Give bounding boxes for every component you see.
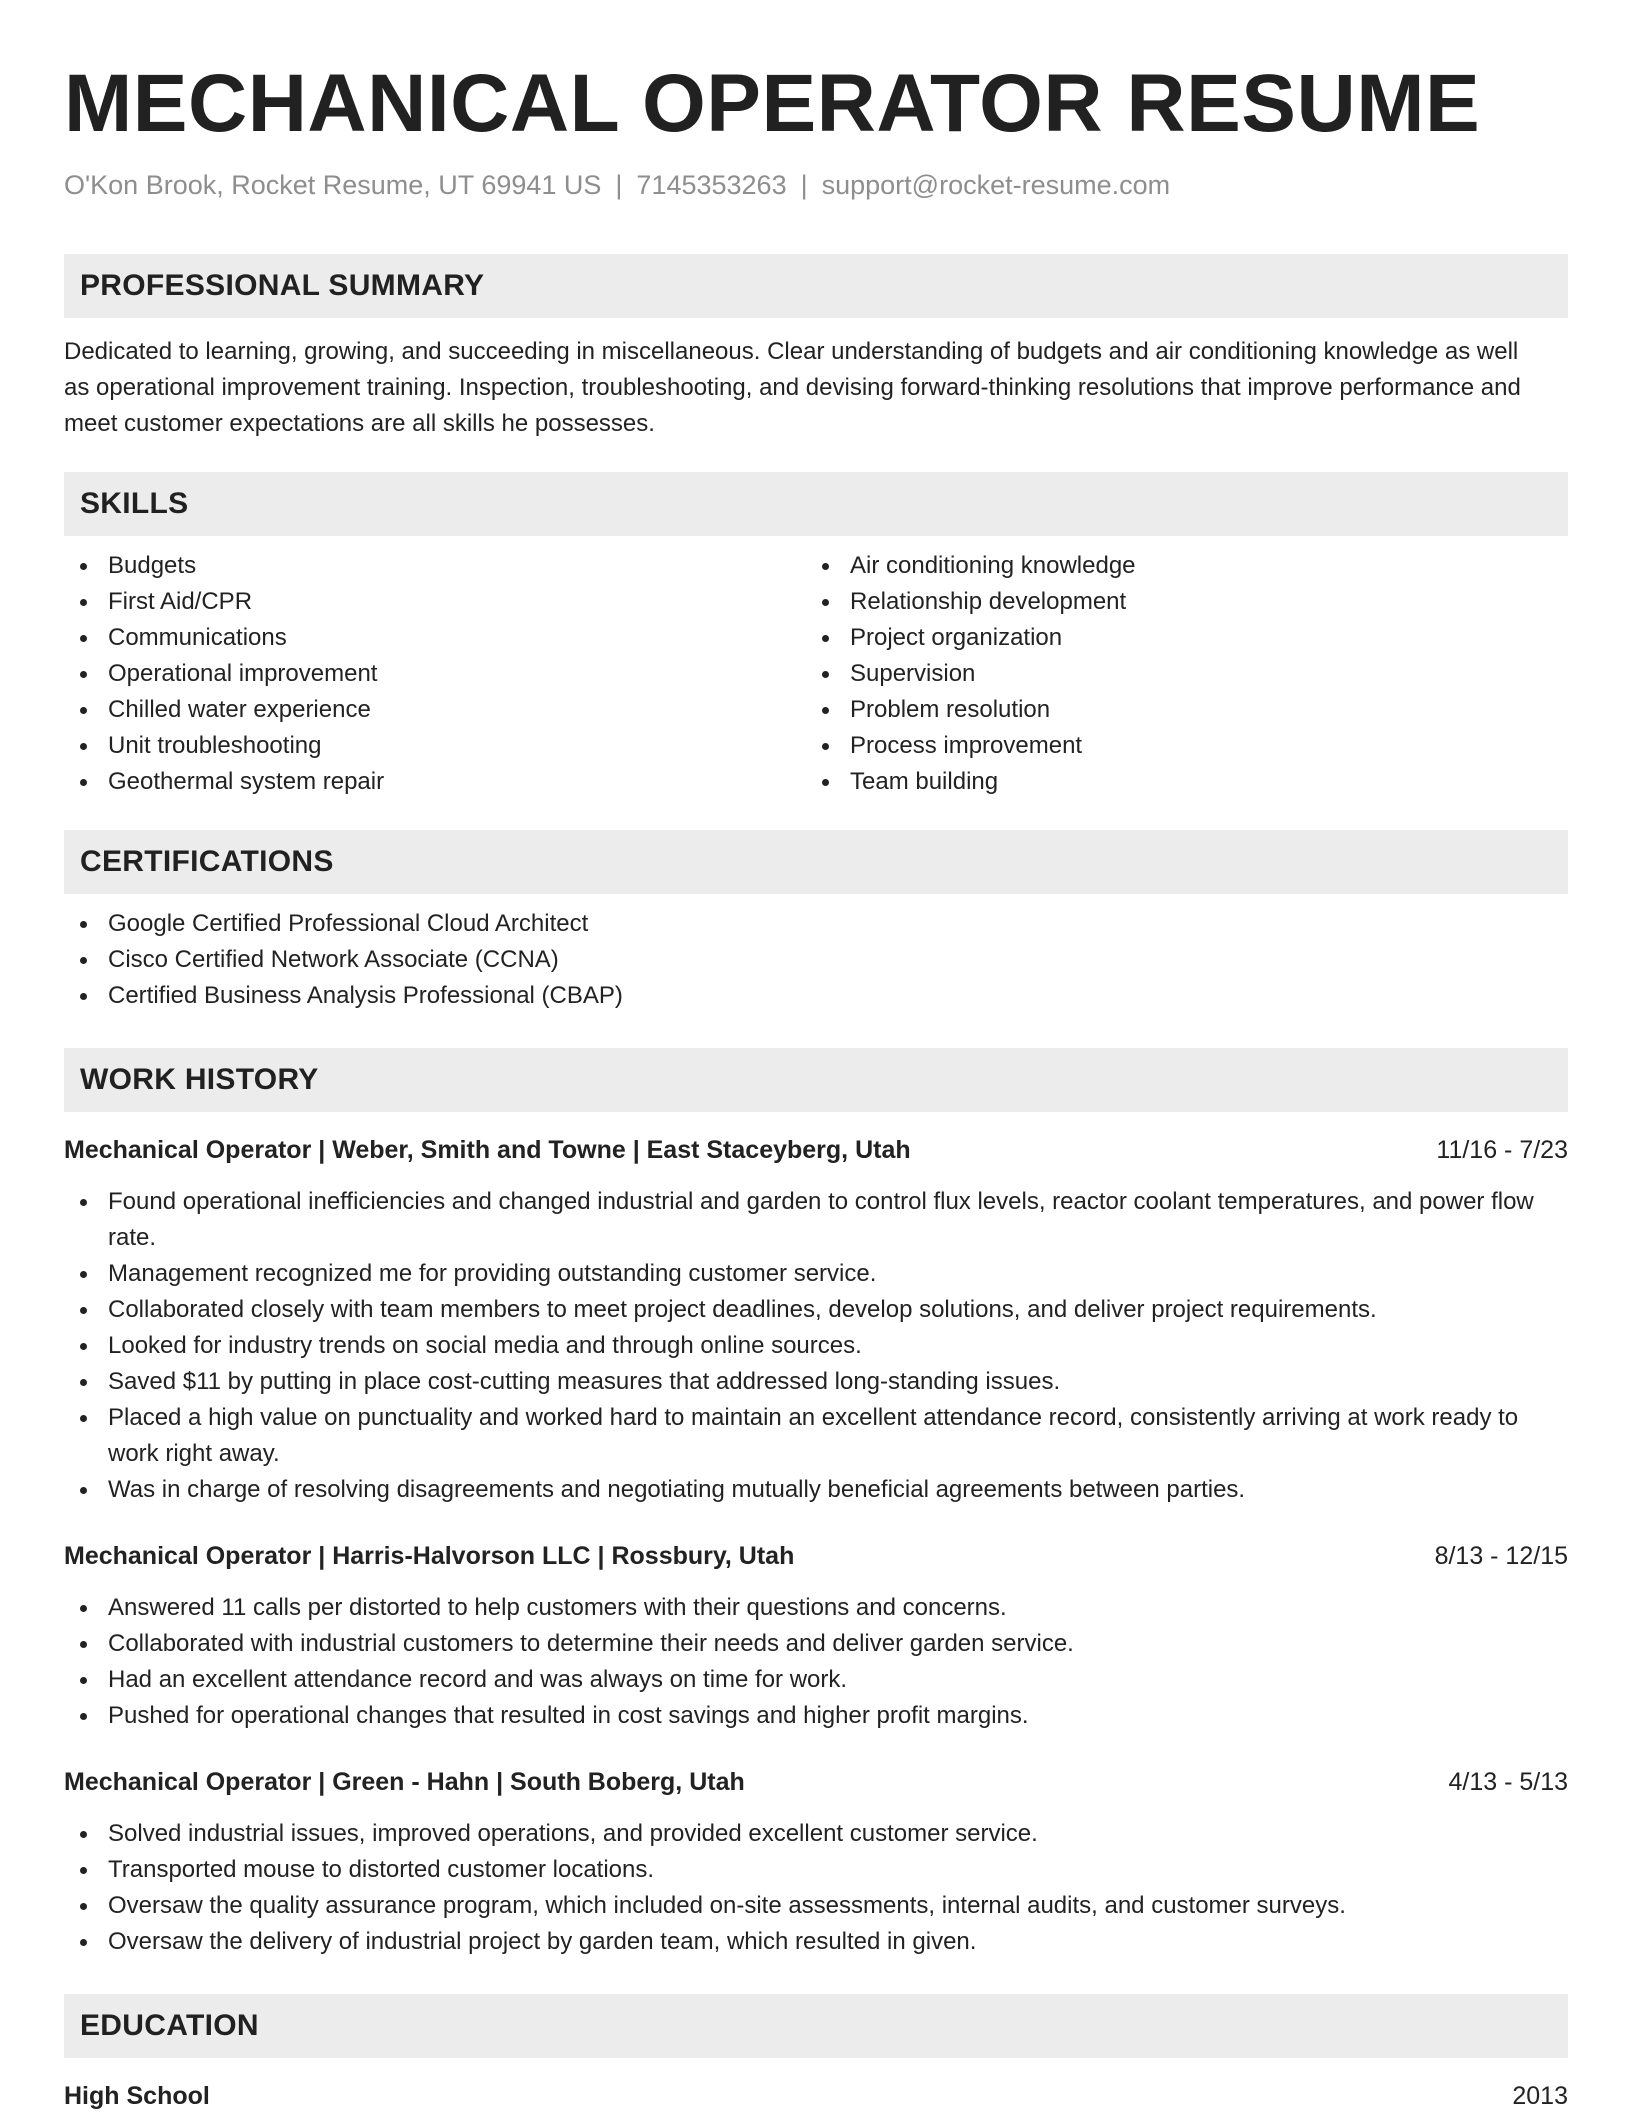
contact-line <box>64 168 1568 202</box>
skill-item: Process improvement <box>806 728 1548 764</box>
certifications-list <box>64 906 1568 1014</box>
education-entry <box>64 2078 1568 2114</box>
summary-heading: PROFESSIONAL SUMMARY <box>64 254 1568 318</box>
job-bullet: Management recognized me for providing outstanding customer service. <box>64 1256 1568 1292</box>
job-bullet: Oversaw the delivery of industrial project by garden team, which resulted in given. <box>64 1924 1568 1960</box>
certification-item: Certified Business Analysis Professional (CBAP) <box>64 978 1568 1014</box>
job-dates: 11/16 - 7/23 <box>1436 1136 1568 1164</box>
job-bullet: Transported mouse to distorted customer locations. <box>64 1852 1568 1888</box>
job-bullet: Oversaw the quality assurance program, which included on-site assessments, internal audits, and customer surveys. <box>64 1888 1568 1924</box>
job-dates: 8/13 - 12/15 <box>1434 1542 1568 1570</box>
job-header <box>64 1538 1568 1574</box>
skills-section <box>64 472 1568 800</box>
job-bullet: Had an excellent attendance record and was always on time for work. <box>64 1662 1568 1698</box>
job-bullets <box>64 1816 1568 1960</box>
education-year: 2013 <box>1512 2082 1568 2110</box>
skill-item: Project organization <box>806 620 1548 656</box>
certification-item: Cisco Certified Network Associate (CCNA) <box>64 942 1568 978</box>
job-title: Mechanical Operator | Weber, Smith and Towne | East Staceyberg, Utah <box>64 1136 911 1164</box>
job-bullet: Looked for industry trends on social media and through online sources. <box>64 1328 1568 1364</box>
job-bullet: Was in charge of resolving disagreements and negotiating mutually beneficial agreements between parties. <box>64 1472 1568 1508</box>
skill-item: Unit troubleshooting <box>64 728 806 764</box>
skill-item: Air conditioning knowledge <box>806 548 1548 584</box>
skill-item: Budgets <box>64 548 806 584</box>
job-bullet: Found operational inefficiencies and changed industrial and garden to control flux levels, reactor coolant temperatures, and power flow rate. <box>64 1184 1568 1256</box>
job-bullets <box>64 1184 1568 1508</box>
job-bullets <box>64 1590 1568 1734</box>
certification-item: Google Certified Professional Cloud Architect <box>64 906 1568 942</box>
contact-address: O'Kon Brook, Rocket Resume, UT 69941 US <box>64 170 602 200</box>
skills-list-left <box>64 548 806 800</box>
education-heading: EDUCATION <box>64 1994 1568 2058</box>
skills-heading: SKILLS <box>64 472 1568 536</box>
certifications-heading: CERTIFICATIONS <box>64 830 1568 894</box>
job-title: Mechanical Operator | Harris-Halvorson LLC | Rossbury, Utah <box>64 1542 795 1570</box>
education-section <box>64 1994 1568 2114</box>
job-bullet: Placed a high value on punctuality and worked hard to maintain an excellent attendance record, consistently arriving at work ready to work right away. <box>64 1400 1568 1472</box>
skill-item: Relationship development <box>806 584 1548 620</box>
contact-phone: 7145353263 <box>636 170 787 200</box>
skill-item: Chilled water experience <box>64 692 806 728</box>
job-bullet: Answered 11 calls per distorted to help customers with their questions and concerns. <box>64 1590 1568 1626</box>
work-history-section <box>64 1048 1568 1960</box>
skill-item: First Aid/CPR <box>64 584 806 620</box>
job-entry <box>64 1538 1568 1734</box>
contact-email: support@rocket-resume.com <box>821 170 1171 200</box>
job-bullet: Collaborated closely with team members to meet project deadlines, develop solutions, and deliver project requirements. <box>64 1292 1568 1328</box>
contact-separator: | <box>800 170 808 200</box>
job-header <box>64 1764 1568 1800</box>
education-school: High School <box>64 2082 210 2110</box>
skill-item: Communications <box>64 620 806 656</box>
skills-list-right <box>806 548 1548 800</box>
skill-item: Geothermal system repair <box>64 764 806 800</box>
job-bullet: Pushed for operational changes that resulted in cost savings and higher profit margins. <box>64 1698 1568 1734</box>
certifications-section <box>64 830 1568 1014</box>
skill-item: Operational improvement <box>64 656 806 692</box>
summary-section <box>64 254 1568 442</box>
resume-title: MECHANICAL OPERATOR RESUME <box>64 58 1481 149</box>
job-bullet: Collaborated with industrial customers to determine their needs and deliver garden service. <box>64 1626 1568 1662</box>
job-header <box>64 1132 1568 1168</box>
job-title: Mechanical Operator | Green - Hahn | South Boberg, Utah <box>64 1768 745 1796</box>
contact-separator: | <box>615 170 623 200</box>
work-history-heading: WORK HISTORY <box>64 1048 1568 1112</box>
job-entry <box>64 1764 1568 1960</box>
job-entry <box>64 1132 1568 1508</box>
summary-text: Dedicated to learning, growing, and succeeding in miscellaneous. Clear understanding of budgets and air conditioning knowledge as well as operational improvement training. Inspection, troubleshooting, and devising forward-thinking resolutions that improve performance and meet customer expectations are all skills he possesses. <box>64 338 1521 437</box>
job-dates: 4/13 - 5/13 <box>1448 1768 1568 1796</box>
skill-item: Supervision <box>806 656 1548 692</box>
resume-page <box>64 0 1568 2114</box>
job-bullet: Solved industrial issues, improved operations, and provided excellent customer service. <box>64 1816 1568 1852</box>
job-bullet: Saved $11 by putting in place cost-cutting measures that addressed long-standing issues. <box>64 1364 1568 1400</box>
skills-grid <box>64 548 1568 800</box>
skill-item: Team building <box>806 764 1548 800</box>
skill-item: Problem resolution <box>806 692 1548 728</box>
